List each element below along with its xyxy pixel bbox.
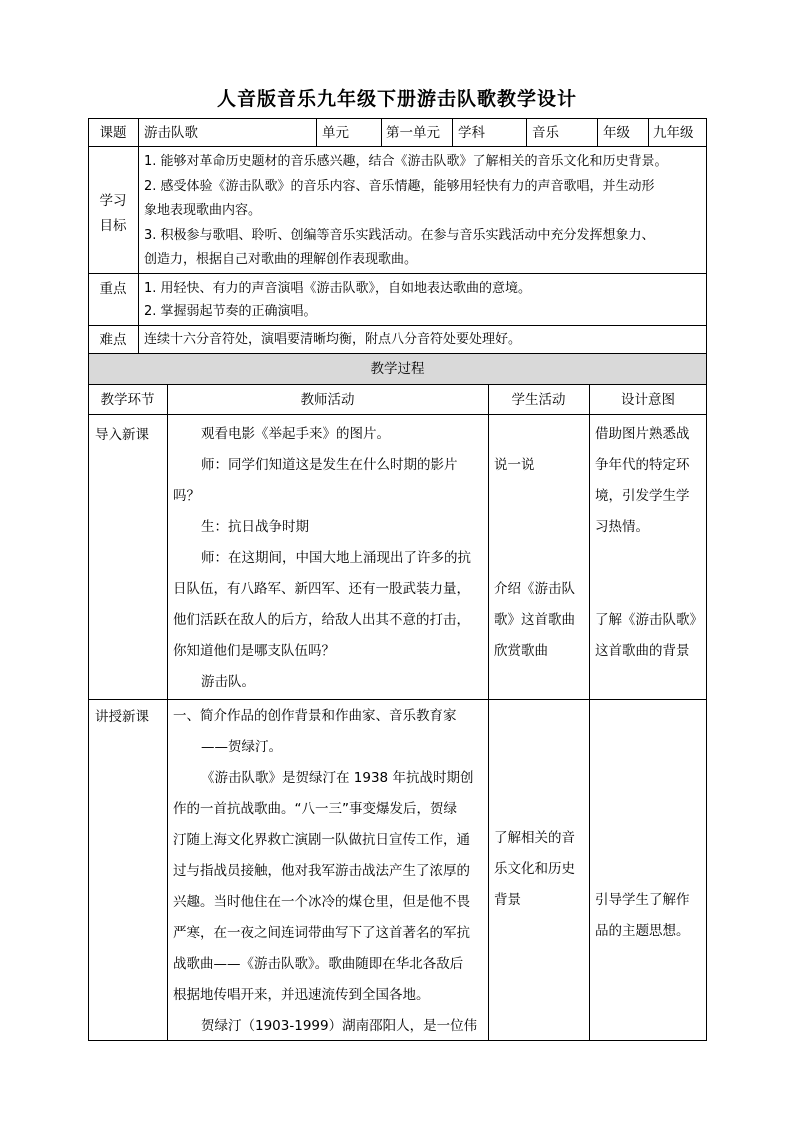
difficulties-label: 难点 [99, 332, 127, 348]
teacher-line: 《游击队歌》是贺绿汀在 1938 年抗战时期创 [201, 770, 474, 786]
section1-stage: 导入新课 [95, 427, 149, 443]
objective-line: 3. 积极参与歌唱、聆听、创编等音乐实践活动。在参与音乐实践活动中充分发挥想象力、 [144, 227, 655, 243]
teacher-line: 根据地传唱开来，并迅速流传到全国各地。 [173, 987, 430, 1003]
teacher-line: 一、简介作品的创作背景和作曲家、音乐教育家 [173, 708, 457, 724]
intent-line: 引导学生了解作 [595, 892, 690, 908]
process-header: 教学过程 [370, 361, 425, 377]
section2-teacher-text [173, 701, 477, 1042]
teacher-line: 过与指战员接触，他对我军游击战法产生了浓厚的 [173, 863, 470, 879]
column-header-student: 学生活动 [511, 392, 566, 408]
teacher-line: ——贺绿汀。 [201, 739, 282, 755]
teacher-line: 游击队。 [201, 674, 255, 690]
teacher-line: 生：抗日战争时期 [201, 519, 309, 535]
key-points-text [144, 277, 531, 323]
student-line: 歌》这首歌曲 [494, 612, 575, 628]
intent-line: 境，引发学生学 [595, 488, 690, 504]
section1-student-b [494, 574, 575, 667]
key-point-line: 2. 掌握弱起节奏的正确演唱。 [144, 304, 317, 319]
student-line: 乐文化和历史 [494, 861, 575, 877]
section1-teacher-text [173, 419, 471, 698]
difficulties-text: 连续十六分音符处，演唱要清晰均衡，附点八分音符处要处理好。 [144, 332, 522, 347]
objective-line: 1. 能够对革命历史题材的音乐感兴趣，结合《游击队歌》了解相关的音乐文化和历史背景。 [144, 154, 668, 169]
intent-line: 争年代的特定环 [595, 457, 690, 473]
objective-line: 象地表现歌曲内容。 [144, 203, 262, 219]
student-line: 了解相关的音 [494, 830, 575, 846]
teacher-line: 你知道他们是哪支队伍吗？ [173, 643, 335, 659]
document-title: 人音版音乐九年级下册游击队歌教学设计 [216, 88, 577, 110]
intent-line: 借助图片熟悉战 [595, 426, 690, 442]
grade-label: 年级 [603, 125, 630, 141]
intent-line: 了解《游击队歌》 [595, 612, 703, 628]
teacher-line: 兴趣。当时他住在一个冰冷的煤仓里，但是他不畏 [173, 894, 470, 910]
teacher-line: 战歌曲——《游击队歌》。歌曲随即在华北各敌后 [173, 956, 464, 972]
grade-value: 九年级 [653, 125, 694, 141]
subject-label: 学科 [458, 125, 485, 141]
key-points-label: 重点 [99, 281, 127, 297]
column-header-intent: 设计意图 [621, 392, 675, 408]
section2-student [494, 823, 575, 916]
intent-line: 习热情。 [595, 519, 649, 535]
teacher-line: 日队伍，有八路军、新四军、还有一股武装力量， [173, 581, 470, 597]
section1-intent-a [595, 419, 690, 543]
unit-label: 单元 [322, 125, 349, 141]
student-line: 背景 [494, 892, 521, 908]
unit-value: 第一单元 [386, 125, 440, 141]
student-line: 欣赏歌曲 [494, 643, 548, 659]
column-header-teacher: 教师活动 [300, 392, 355, 408]
section1-student-a [494, 450, 535, 481]
teacher-line: 作的一首抗战歌曲。“八一三”事变爆发后，贺绿 [173, 801, 457, 817]
teacher-line: 汀随上海文化界救亡演剧一队做抗日宣传工作，通 [173, 832, 470, 848]
objectives-label: 学习 目标 [99, 193, 127, 234]
section2-stage: 讲授新课 [95, 709, 149, 725]
teacher-line: 观看电影《举起手来》的图片。 [201, 426, 390, 442]
student-line: 说一说 [494, 457, 535, 473]
objectives-text [144, 150, 668, 273]
teacher-line: 吗？ [173, 488, 200, 504]
teacher-line: 他们活跃在敌人的后方，给敌人出其不意的打击， [173, 612, 470, 628]
key-point-line: 1. 用轻快、有力的声音演唱《游击队歌》，自如地表达歌曲的意境。 [144, 281, 532, 296]
subject-value: 音乐 [532, 125, 559, 141]
intent-line: 品的主题思想。 [595, 923, 690, 939]
topic-label: 课题 [99, 125, 127, 141]
teacher-line: 贺绿汀（1903-1999）湖南邵阳人，是一位伟 [201, 1018, 478, 1034]
column-header-stage: 教学环节 [100, 392, 155, 408]
teacher-line: 严寒，在一夜之间连词带曲写下了这首著名的军抗 [173, 925, 470, 941]
teacher-line: 师：在这期间，中国大地上涌现出了许多的抗 [201, 550, 471, 566]
student-line: 介绍《游击队 [494, 581, 575, 597]
teacher-line: 师：同学们知道这是发生在什么时期的影片 [201, 457, 458, 473]
objective-line: 2. 感受体验《游击队歌》的音乐内容、音乐情趣，能够用轻快有力的声音歌唱，并生动形 [144, 178, 655, 194]
intent-line: 这首歌曲的背景 [595, 643, 690, 659]
section2-intent [595, 885, 690, 947]
topic-value: 游击队歌 [144, 125, 198, 141]
section1-intent-b [595, 605, 703, 667]
objective-line: 创造力，根据自己对歌曲的理解创作表现歌曲。 [144, 252, 418, 268]
